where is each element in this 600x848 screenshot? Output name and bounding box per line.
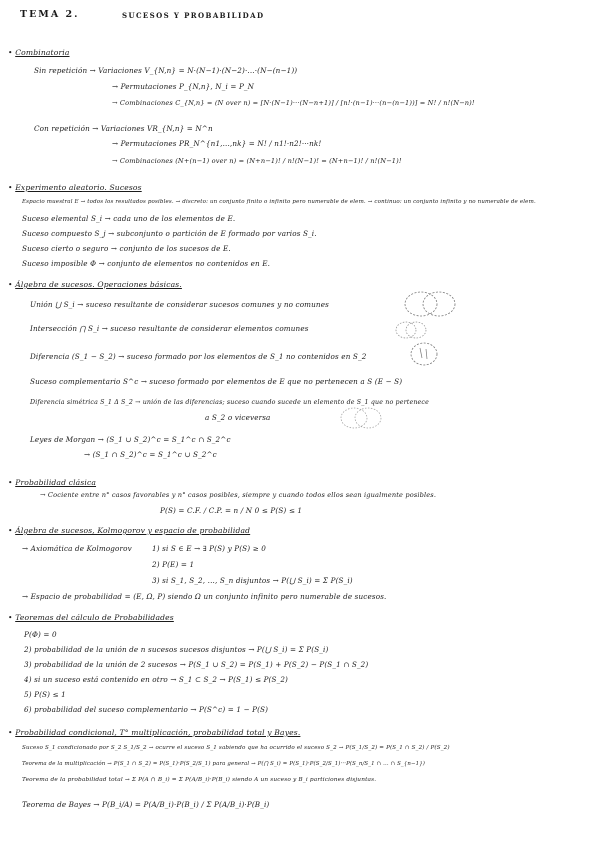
teorema-item: 5) P(S) ≤ 1 (24, 690, 66, 699)
algebra-complementario: Suceso complementario S^c → suceso formado por elementos de E que no pertenecen a S (E − S) (30, 377, 403, 386)
condicional-item: Teorema de Bayes → P(B_i/A) = P(A/B_i)·P(B_i) / Σ P(A/B_i)·P(B_i) (22, 800, 270, 809)
combinatoria-combinaciones-rep: → Combinaciones (N+(n−1) over n) = (N+n−1)! / n!(N−1)! = (N+n−1)! / n!(N−1)! (112, 157, 402, 165)
kolmogorov-axioma-2: 2) P(E) = 1 (152, 560, 195, 569)
section-experimento: • Experimento aleatorio. Sucesos (8, 183, 142, 192)
kolmogorov-espacio: → Espacio de probabilidad = (E, Ω, P) siendo Ω un conjunto infinito pero numerable de sucesos. (22, 592, 387, 601)
experimento-item: Suceso imposible Φ → conjunto de elementos no contenidos en E. (22, 259, 271, 268)
teorema-item: P(Φ) = 0 (24, 630, 57, 639)
experimento-item: Suceso elemental S_i → cada uno de los elementos de E. (22, 214, 236, 223)
venn-simetrica-sketch (336, 405, 386, 431)
algebra-diferencia-simetrica-cont: a S_2 o viceversa (205, 413, 271, 422)
condicional-item: Suceso S_1 condicionado por S_2 S_1/S_2 → ocurre el suceso S_1 sabiendo que ha ocurrido el suceso S_2 → P(S_1/S_2) = P(S_1 ∩ S_2) / P(S_2) (22, 745, 450, 751)
algebra-union: Unión ⋃ S_i → suceso resultante de considerar sucesos comunes y no comunes (30, 300, 329, 309)
section-combinatoria: • Combinatoria (8, 48, 70, 57)
teorema-item: 3) probabilidad de la unión de 2 sucesos → P(S_1 ∪ S_2) = P(S_1) + P(S_2) − P(S_1 ∩ S_2) (24, 660, 369, 669)
page-title: TEMA 2. (20, 9, 80, 20)
combinatoria-combinaciones: → Combinaciones C_{N,n} = (N over n) = [N·(N−1)···(N−n+1)] / [n!·(n−1)···(n−(n−1))] = N! / n!(N−n)! (112, 99, 475, 107)
clasica-formula: P(S) = C.F. / C.P. = n / N 0 ≤ P(S) ≤ 1 (160, 506, 303, 515)
teorema-item: 2) probabilidad de la unión de n sucesos sucesos disjuntos → P(⋃ S_i) = Σ P(S_i) (24, 645, 329, 654)
algebra-diferencia-simetrica: Diferencia simétrica S_1 Δ S_2 → unión de las diferencias; suceso cuando sucede un elemento de S_1 que no pertenece (30, 399, 429, 406)
experimento-heading: Experimento aleatorio. Sucesos (15, 183, 142, 192)
experimento-item: Suceso compuesto S_j → subconjunto o partición de E formado por varios S_i. (22, 229, 317, 238)
kolmogorov-heading: Álgebra de sucesos, Kolmogorov y espacio de probabilidad (15, 526, 251, 535)
teorema-item: 4) si un suceso está contenido en otro → S_1 ⊂ S_2 → P(S_1) ≤ P(S_2) (24, 675, 289, 684)
algebra-interseccion: Intersección ⋂ S_i → suceso resultante de considerar elementos comunes (30, 324, 309, 333)
combinatoria-sin-repeticion: Sin repetición → Variaciones V_{N,n} = N·(N−1)·(N−2)·...·(N−(n−1)) (34, 66, 298, 75)
section-clasica: • Probabilidad clásica (8, 478, 97, 487)
algebra-morgan-2: → (S_1 ∩ S_2)^c = S_1^c ∪ S_2^c (84, 450, 217, 459)
teorema-item: 6) probabilidad del suceso complementario → P(S^c) = 1 − P(S) (24, 705, 269, 714)
venn-diferencia-sketch (408, 340, 444, 368)
combinatoria-permutaciones: → Permutaciones P_{N,n}, N_i = P_N (112, 82, 255, 91)
section-kolmogorov: • Álgebra de sucesos, Kolmogorov y espacio de probabilidad (8, 526, 251, 535)
condicional-heading: Probabilidad condicional, T° multiplicación, probabilidad total y Bayes. (15, 728, 301, 737)
combinatoria-permutaciones-rep: → Permutaciones PR_N^{n1,...,nk} = N! / n1!·n2!···nk! (112, 139, 322, 148)
kolmogorov-axiomatica: → Axiomática de Kolmogorov (22, 544, 132, 553)
experimento-item: Espacio muestral E → todos los resultados posibles. → discreto: un conjunto finito o infinito pero numerable de elem. → continuo: un conjunto infinito y no numerable de elem. (22, 199, 536, 205)
kolmogorov-axioma-3: 3) si S_1, S_2, ..., S_n disjuntos → P(⋃ S_i) = Σ P(S_i) (152, 576, 353, 585)
combinatoria-con-repeticion: Con repetición → Variaciones VR_{N,n} = N^n (34, 124, 213, 133)
experimento-item: Suceso cierto o seguro → conjunto de los sucesos de E. (22, 244, 231, 253)
combinatoria-heading: Combinatoria (15, 48, 70, 57)
algebra-morgan-1: Leyes de Morgan → (S_1 ∪ S_2)^c = S_1^c ∩ S_2^c (30, 435, 231, 444)
clasica-heading: Probabilidad clásica (15, 478, 97, 487)
teoremas-heading: Teoremas del cálculo de Probabilidades (15, 613, 174, 622)
section-teoremas: • Teoremas del cálculo de Probabilidades (8, 613, 174, 622)
section-condicional: • Probabilidad condicional, T° multiplicación, probabilidad total y Bayes. (8, 728, 301, 737)
algebra-diferencia: Diferencia (S_1 − S_2) → suceso formado por los elementos de S_1 no contenidos en S_2 (30, 352, 367, 361)
clasica-text: → Cociente entre n° casos favorables y n° casos posibles, siempre y cuando todos ellos sean igualmente posibles. (40, 491, 437, 499)
page-subtitle: SUCESOS Y PROBABILIDAD (122, 11, 265, 20)
condicional-item: Teorema de la multiplicación → P(S_1 ∩ S_2) = P(S_1)·P(S_2/S_1) para general → P(⋂ S_i) = P(S_1)·P(S_2/S_1)···P(S_n/S_1 ∩ ... ∩ S_{n−1}) (22, 761, 426, 767)
section-algebra: • Álgebra de sucesos. Operaciones básicas. (8, 280, 182, 289)
kolmogorov-axioma-1: 1) si S ∈ E → ∃ P(S) y P(S) ≥ 0 (152, 544, 266, 553)
condicional-item: Teorema de la probabilidad total → Σ P(A ∩ B_i) = Σ P(A/B_i)·P(B_i) siendo A un suceso y B_i particiones disjuntas. (22, 777, 377, 783)
algebra-heading: Álgebra de sucesos. Operaciones básicas. (15, 280, 182, 289)
